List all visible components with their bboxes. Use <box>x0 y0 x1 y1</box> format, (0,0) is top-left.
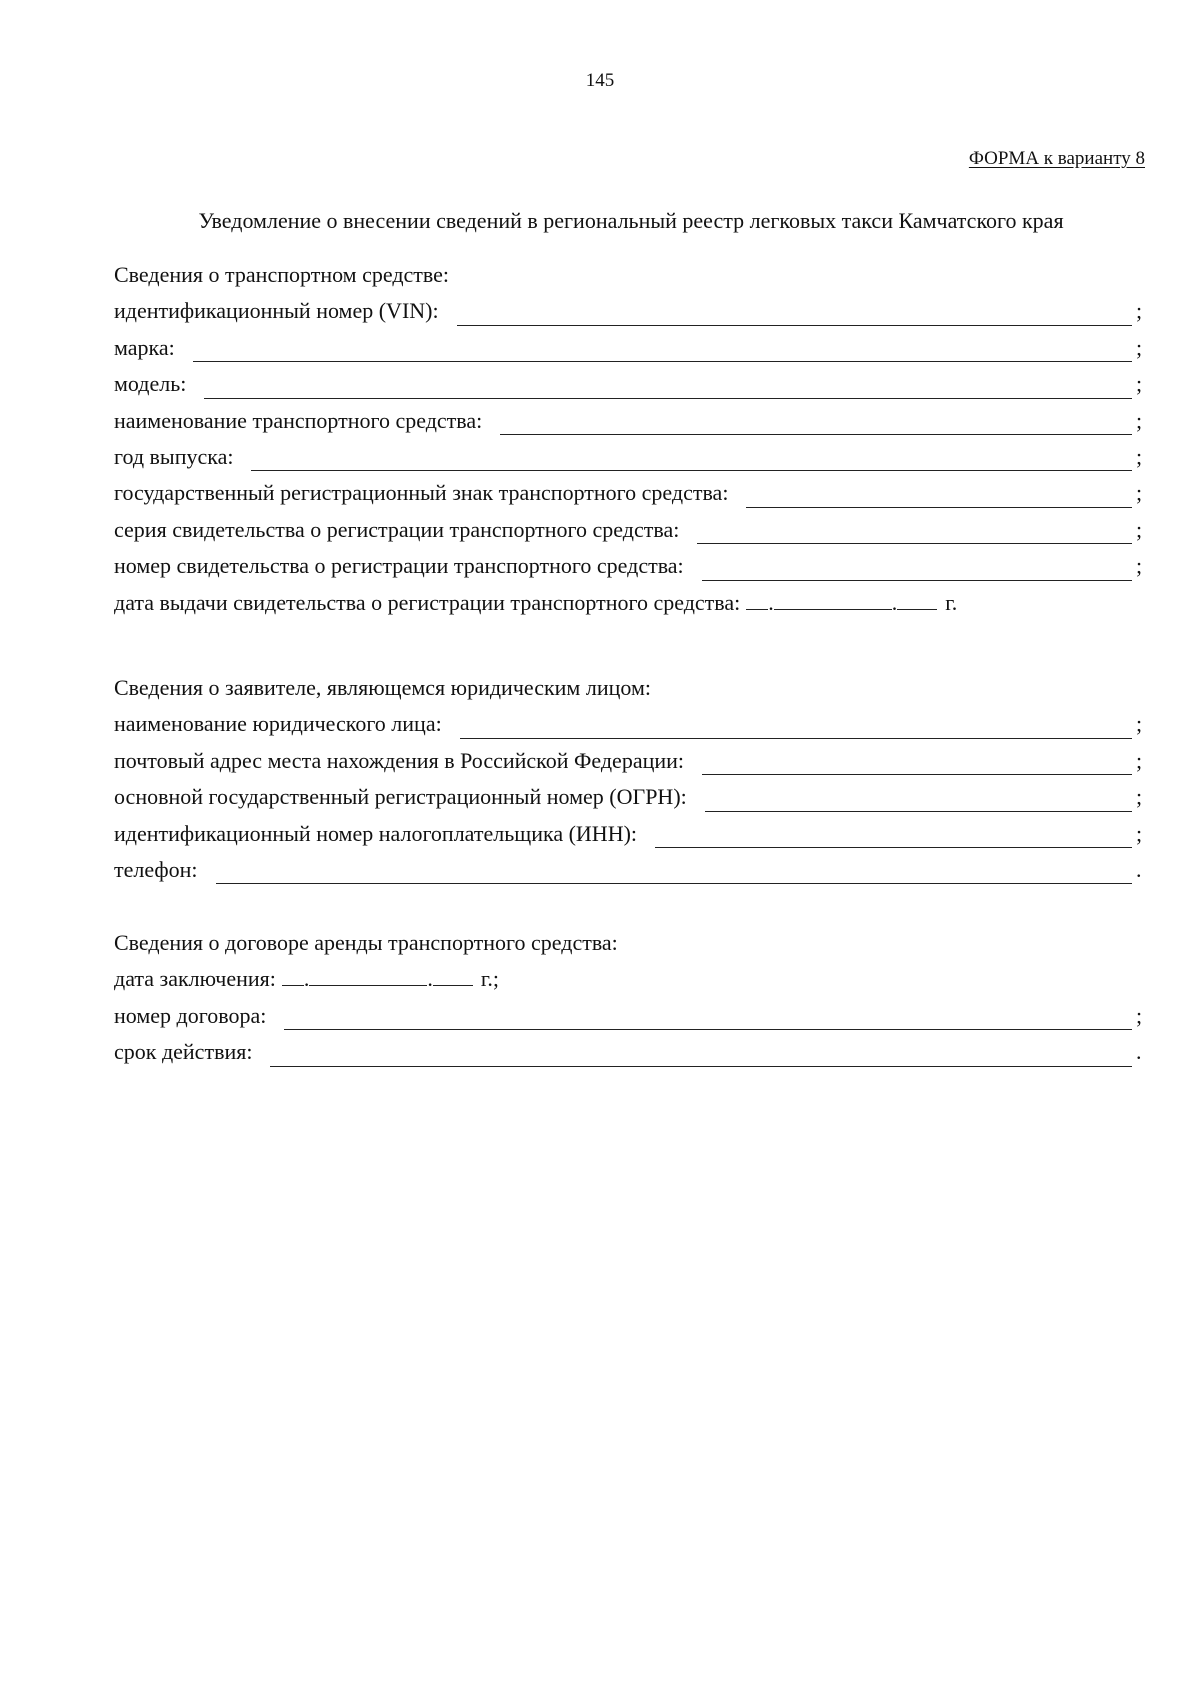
month-blank[interactable] <box>309 967 427 986</box>
field-label: почтовый адрес места нахождения в Российской Федерации: <box>114 747 685 773</box>
year-field[interactable] <box>114 444 1144 480</box>
blank-line[interactable] <box>216 882 1132 884</box>
blank-line[interactable] <box>697 542 1132 544</box>
contract-number-field[interactable] <box>114 1003 1144 1039</box>
field-label: номер договора: <box>114 1002 267 1028</box>
field-label: год выпуска: <box>114 443 234 469</box>
field-label: государственный регистрационный знак транспортного средства: <box>114 480 729 506</box>
year-blank[interactable] <box>897 591 937 610</box>
form-reference: ФОРМА к варианту 8 <box>968 148 1145 169</box>
vehicle-section-heading: Сведения о транспортном средстве: <box>114 262 450 287</box>
field-terminator: . <box>1136 856 1142 882</box>
date-separator: . <box>427 966 433 992</box>
document-title: Уведомление о внесении сведений в региональный реестр легковых такси Камчатского края <box>198 208 1064 233</box>
field-label: модель: <box>114 371 187 397</box>
lease-date-field[interactable] <box>114 966 1144 1002</box>
blank-line[interactable] <box>460 737 1132 739</box>
certificate-date-field[interactable] <box>114 590 1144 626</box>
field-terminator: ; <box>1136 407 1143 433</box>
contract-term-field[interactable] <box>114 1039 1144 1075</box>
year-suffix: г. <box>945 589 958 615</box>
certificate-series-field[interactable] <box>114 517 1144 553</box>
field-terminator: . <box>1136 1039 1142 1065</box>
field-terminator: ; <box>1136 371 1143 397</box>
vehicle-section <box>114 262 1144 626</box>
field-terminator: ; <box>1136 334 1143 360</box>
field-label: наименование юридического лица: <box>114 711 442 737</box>
field-label: наименование транспортного средства: <box>114 407 483 433</box>
blank-line[interactable] <box>204 397 1132 399</box>
blank-line[interactable] <box>270 1065 1132 1067</box>
field-terminator: ; <box>1136 1002 1143 1028</box>
blank-line[interactable] <box>746 506 1132 508</box>
phone-field[interactable] <box>114 857 1144 893</box>
date-separator: . <box>768 589 774 615</box>
blank-line[interactable] <box>457 324 1132 326</box>
legal-name-field[interactable] <box>114 711 1144 747</box>
year-blank[interactable] <box>433 967 473 986</box>
field-label: номер свидетельства о регистрации транспортного средства: <box>114 553 684 579</box>
field-terminator: ; <box>1136 480 1143 506</box>
field-terminator: ; <box>1136 784 1143 810</box>
day-blank[interactable] <box>746 591 768 610</box>
blank-line[interactable] <box>193 360 1132 362</box>
field-terminator: ; <box>1136 443 1143 469</box>
blank-line[interactable] <box>702 579 1132 581</box>
date-blanks[interactable] <box>282 966 499 992</box>
applicant-section-heading: Сведения о заявителе, являющемся юридическим лицом: <box>114 675 651 700</box>
blank-line[interactable] <box>705 810 1132 812</box>
ogrn-field[interactable] <box>114 784 1144 820</box>
date-separator: . <box>891 589 898 615</box>
field-label: дата выдачи свидетельства о регистрации транспортного средства: <box>114 589 741 615</box>
vehicle-name-field[interactable] <box>114 408 1144 444</box>
model-field[interactable] <box>114 371 1144 407</box>
inn-field[interactable] <box>114 821 1144 857</box>
page-number: 145 <box>585 70 615 91</box>
blank-line[interactable] <box>655 846 1132 848</box>
field-label: основной государственный регистрационный номер (ОГРН): <box>114 784 687 810</box>
make-field[interactable] <box>114 335 1144 371</box>
field-label: марка: <box>114 334 175 360</box>
blank-line[interactable] <box>702 773 1132 775</box>
plate-field[interactable] <box>114 480 1144 516</box>
field-terminator: ; <box>1136 747 1143 773</box>
lease-section-heading: Сведения о договоре аренды транспортного средства: <box>114 930 618 955</box>
certificate-number-field[interactable] <box>114 553 1144 589</box>
vin-field[interactable] <box>114 298 1144 334</box>
field-label: телефон: <box>114 856 198 882</box>
applicant-section <box>114 675 1144 893</box>
lease-section <box>114 930 1144 1076</box>
date-separator: . <box>303 966 310 992</box>
blank-line[interactable] <box>500 433 1132 435</box>
day-blank[interactable] <box>282 967 304 986</box>
blank-line[interactable] <box>284 1028 1132 1030</box>
date-blanks[interactable] <box>746 590 957 616</box>
field-label: срок действия: <box>114 1039 253 1065</box>
field-label: дата заключения: <box>114 966 276 992</box>
field-label: идентификационный номер налогоплательщика (ИНН): <box>114 820 638 846</box>
blank-line[interactable] <box>251 469 1132 471</box>
month-blank[interactable] <box>774 591 892 610</box>
field-terminator: ; <box>1136 820 1143 846</box>
field-terminator: ; <box>1136 516 1143 542</box>
year-suffix: г.; <box>480 966 500 992</box>
field-terminator: ; <box>1136 711 1143 737</box>
field-terminator: ; <box>1136 298 1143 324</box>
field-label: серия свидетельства о регистрации транспортного средства: <box>114 516 680 542</box>
field-terminator: ; <box>1136 553 1143 579</box>
field-label: идентификационный номер (VIN): <box>114 298 439 324</box>
postal-address-field[interactable] <box>114 748 1144 784</box>
